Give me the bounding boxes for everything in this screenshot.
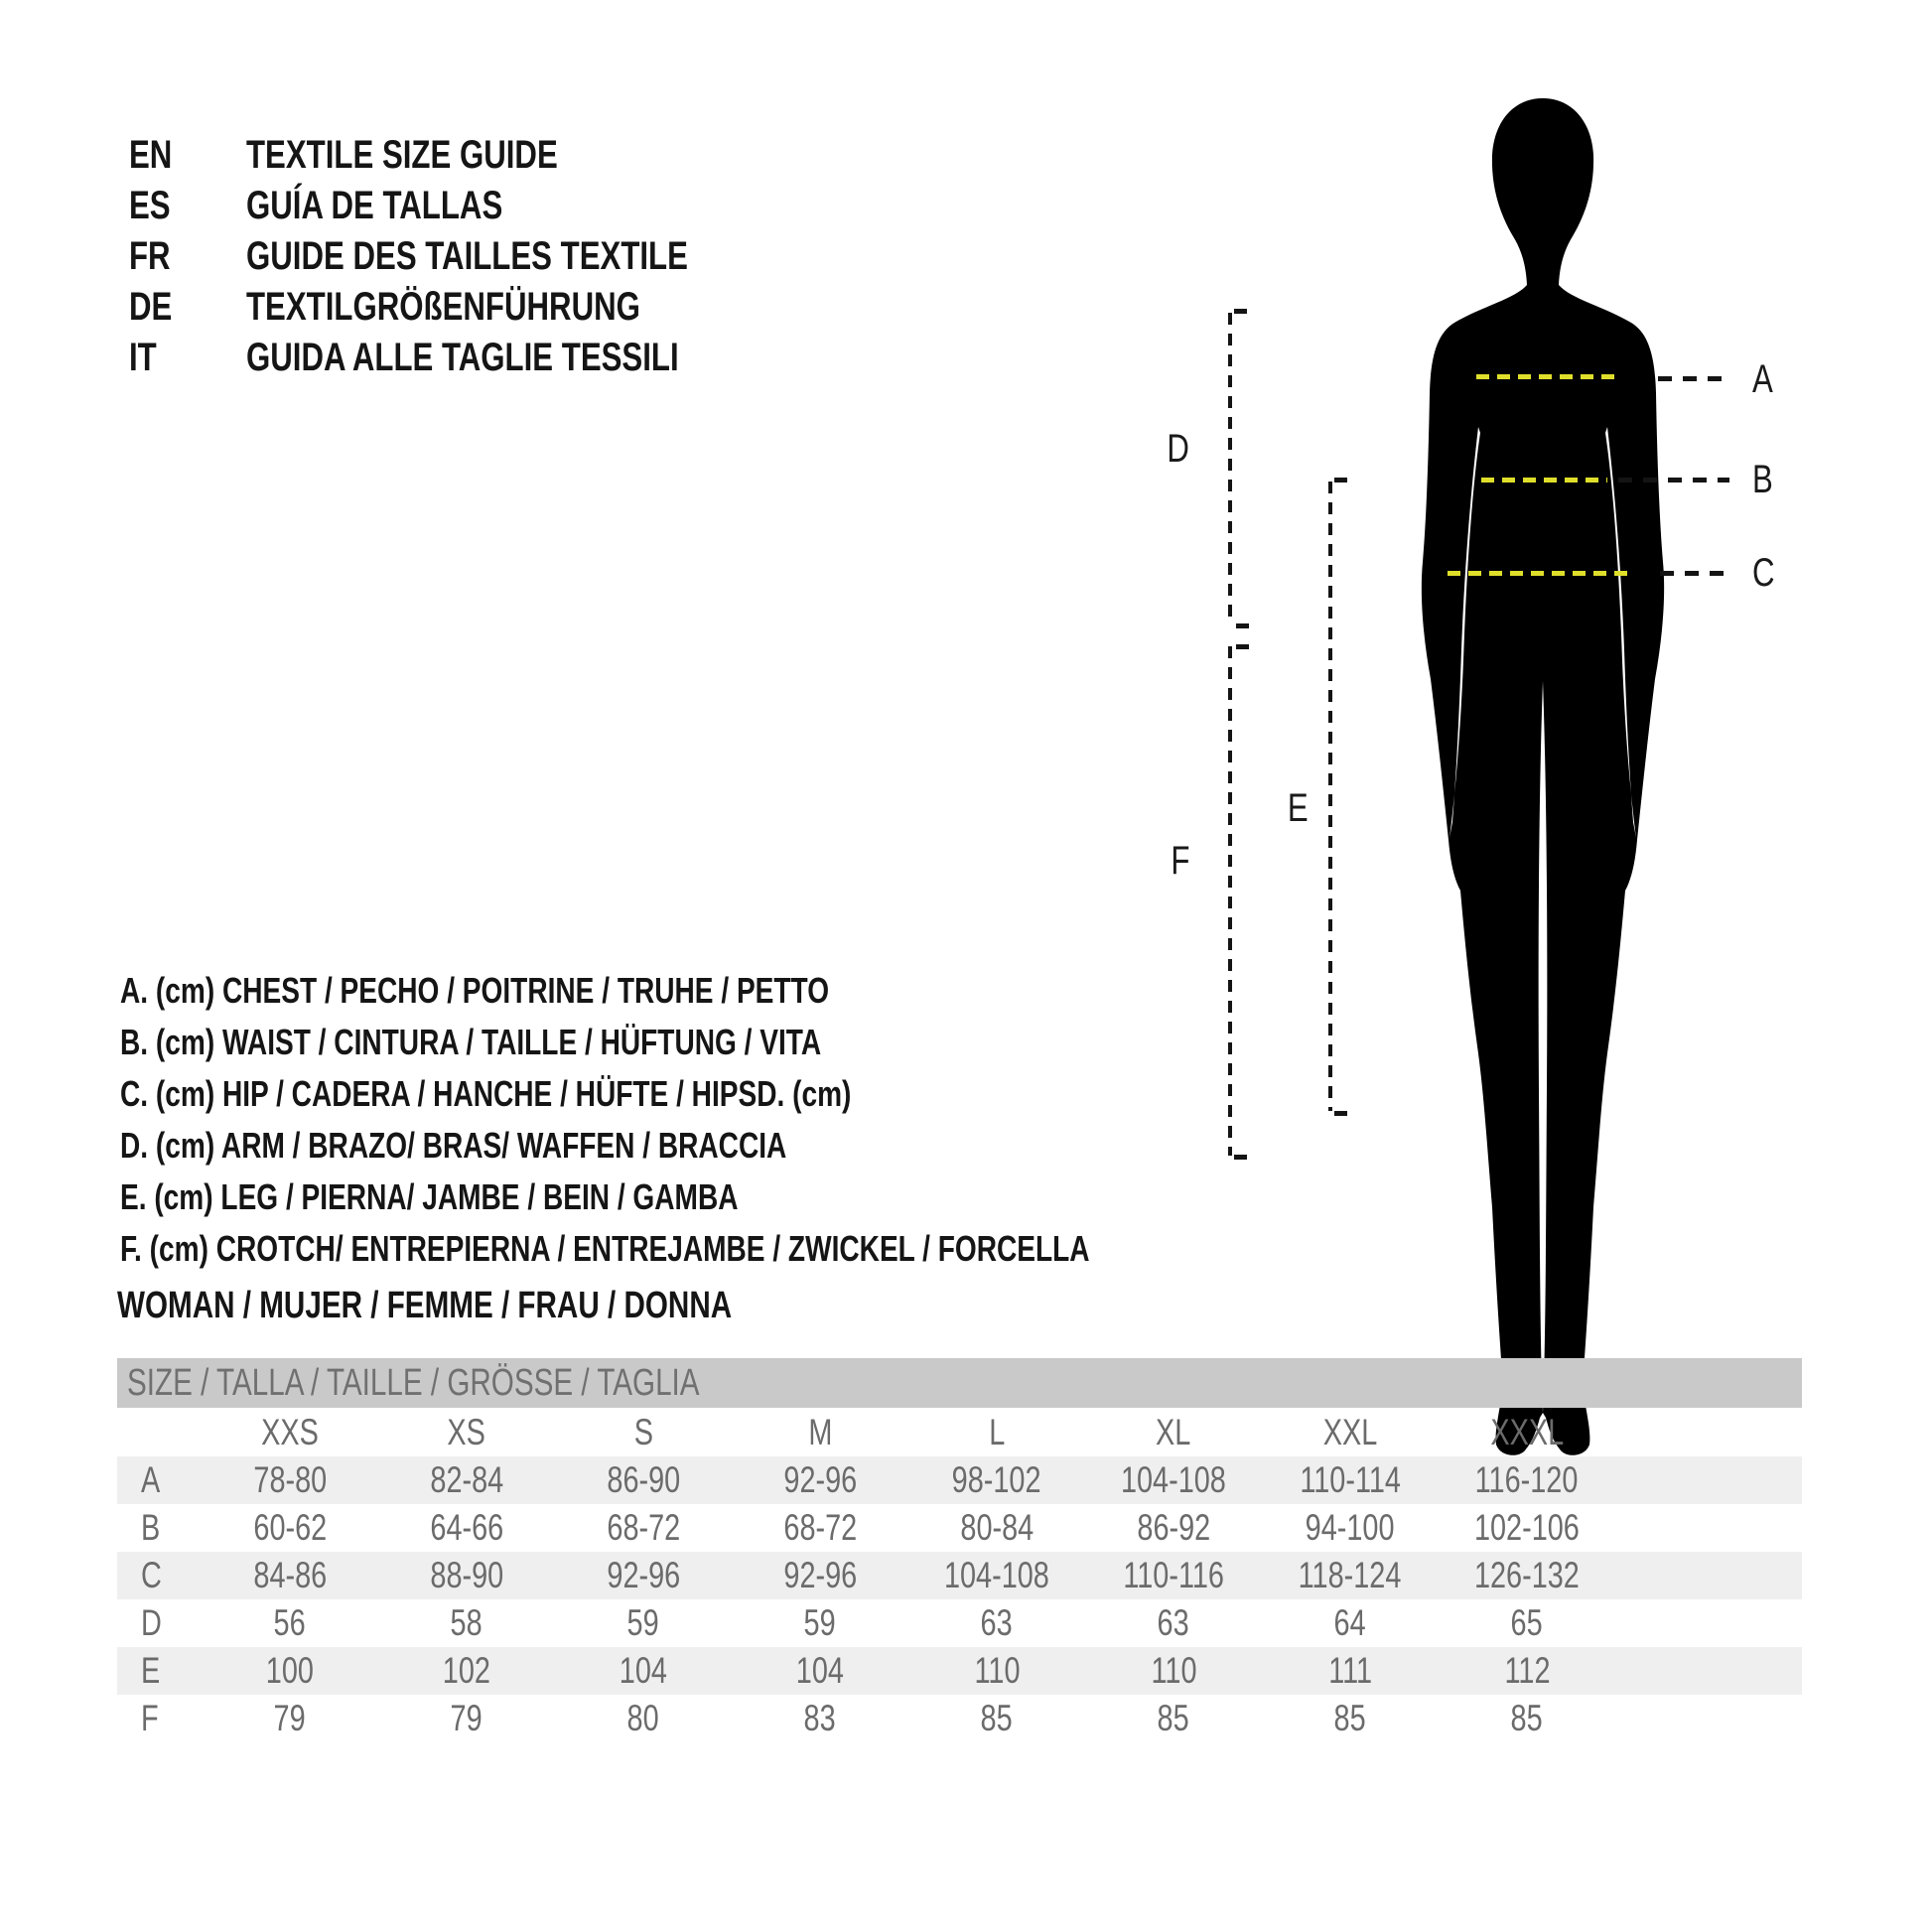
guide-title-it: GUIDA ALLE TAGLIE TESSILI: [246, 336, 679, 379]
hip-measure-line-c: [1448, 571, 1629, 576]
leader-line-b: [1618, 478, 1729, 483]
table-row-f: F 79 79 80 83 85 85 85 85: [117, 1695, 1802, 1742]
size-col-xxs: XXS: [261, 1411, 319, 1452]
section-title: WOMAN / MUJER / FEMME / FRAU / DONNA: [117, 1284, 733, 1326]
leader-line-c: [1660, 571, 1729, 576]
guide-title-fr: GUIDE DES TAILLES TEXTILE: [246, 234, 688, 278]
table-row-b: B 60-62 64-66 68-72 68-72 80-84 86-92 94-100 102-106: [117, 1504, 1802, 1552]
legend-line-d: D. (cm) ARM / BRAZO/ BRAS/ WAFFEN / BRACCIA: [120, 1125, 787, 1166]
size-col-xs: XS: [447, 1411, 486, 1452]
guide-title-es: GUÍA DE TALLAS: [246, 184, 503, 227]
legend-line-e: E. (cm) LEG / PIERNA/ JAMBE / BEIN / GAMBA: [120, 1176, 739, 1217]
row-label: E: [141, 1650, 161, 1691]
table-header-label: SIZE / TALLA / TAILLE / GRÖSSE / TAGLIA: [127, 1361, 700, 1404]
size-col-xxxl: XXXL: [1490, 1411, 1564, 1452]
legend-line-c: C. (cm) HIP / CADERA / HANCHE / HÜFTE / HIPSD. (cm): [120, 1073, 852, 1114]
marker-label-e: E: [1287, 786, 1309, 830]
language-code: ES: [129, 184, 171, 227]
language-code: EN: [129, 133, 173, 177]
language-row-en: [129, 130, 812, 181]
marker-label-f: F: [1170, 839, 1189, 883]
row-label: B: [141, 1507, 161, 1548]
row-label: A: [141, 1459, 161, 1500]
waist-measure-line-b: [1481, 478, 1607, 483]
tick-d-bottom: [1236, 623, 1249, 628]
legend-line-a: A. (cm) CHEST / PECHO / POITRINE / TRUHE / PETTO: [120, 970, 830, 1011]
table-row-a: A 78-80 82-84 86-90 92-96 98-102 104-108 110-114 116-120: [117, 1456, 1802, 1504]
row-label: D: [141, 1602, 162, 1643]
table-row-c: C 84-86 88-90 92-96 92-96 104-108 110-116 118-124 126-132: [117, 1552, 1802, 1599]
measurement-legend: [120, 965, 1363, 1275]
language-code: FR: [129, 234, 171, 278]
marker-label-a: A: [1752, 357, 1773, 401]
tick-f-top: [1236, 644, 1249, 649]
guide-title-de: TEXTILGRÖßENFÜHRUNG: [246, 285, 640, 329]
size-col-xxl: XXL: [1322, 1411, 1378, 1452]
language-row-es: [129, 181, 812, 231]
size-table: [117, 1358, 1802, 1742]
language-row-it: [129, 333, 812, 383]
size-col-m: M: [807, 1411, 833, 1452]
size-col-l: L: [988, 1411, 1006, 1452]
table-row-e: E 100 102 104 104 110 110 111 112: [117, 1647, 1802, 1695]
tick-d-top: [1234, 309, 1247, 314]
legend-line-b: B. (cm) WAIST / CINTURA / TAILLE / HÜFTUNG / VITA: [120, 1022, 822, 1062]
language-code: IT: [129, 336, 157, 379]
marker-label-b: B: [1752, 458, 1773, 501]
marker-label-c: C: [1752, 551, 1775, 595]
table-header-band: [117, 1358, 1802, 1408]
size-col-s: S: [633, 1411, 653, 1452]
woman-silhouette: [1420, 97, 1666, 1459]
table-row-d: D 56 58 59 59 63 63 64 65: [117, 1599, 1802, 1647]
language-row-fr: [129, 231, 812, 282]
guide-title-en: TEXTILE SIZE GUIDE: [246, 133, 558, 177]
language-row-de: [129, 282, 812, 333]
size-col-xl: XL: [1156, 1411, 1191, 1452]
legend-line-f: F. (cm) CROTCH/ ENTREPIERNA / ENTREJAMBE / ZWICKEL / FORCELLA: [120, 1228, 1090, 1269]
language-code: DE: [129, 285, 173, 329]
leader-line-a: [1658, 376, 1729, 381]
tick-e-top: [1334, 478, 1347, 483]
marker-label-d: D: [1167, 427, 1189, 471]
arm-measure-line-d: [1228, 313, 1232, 625]
chest-measure-line-a: [1476, 374, 1617, 379]
row-label: F: [141, 1698, 159, 1738]
size-header-row: [117, 1408, 1802, 1456]
language-title-list: [129, 130, 812, 383]
row-label: C: [141, 1555, 162, 1595]
